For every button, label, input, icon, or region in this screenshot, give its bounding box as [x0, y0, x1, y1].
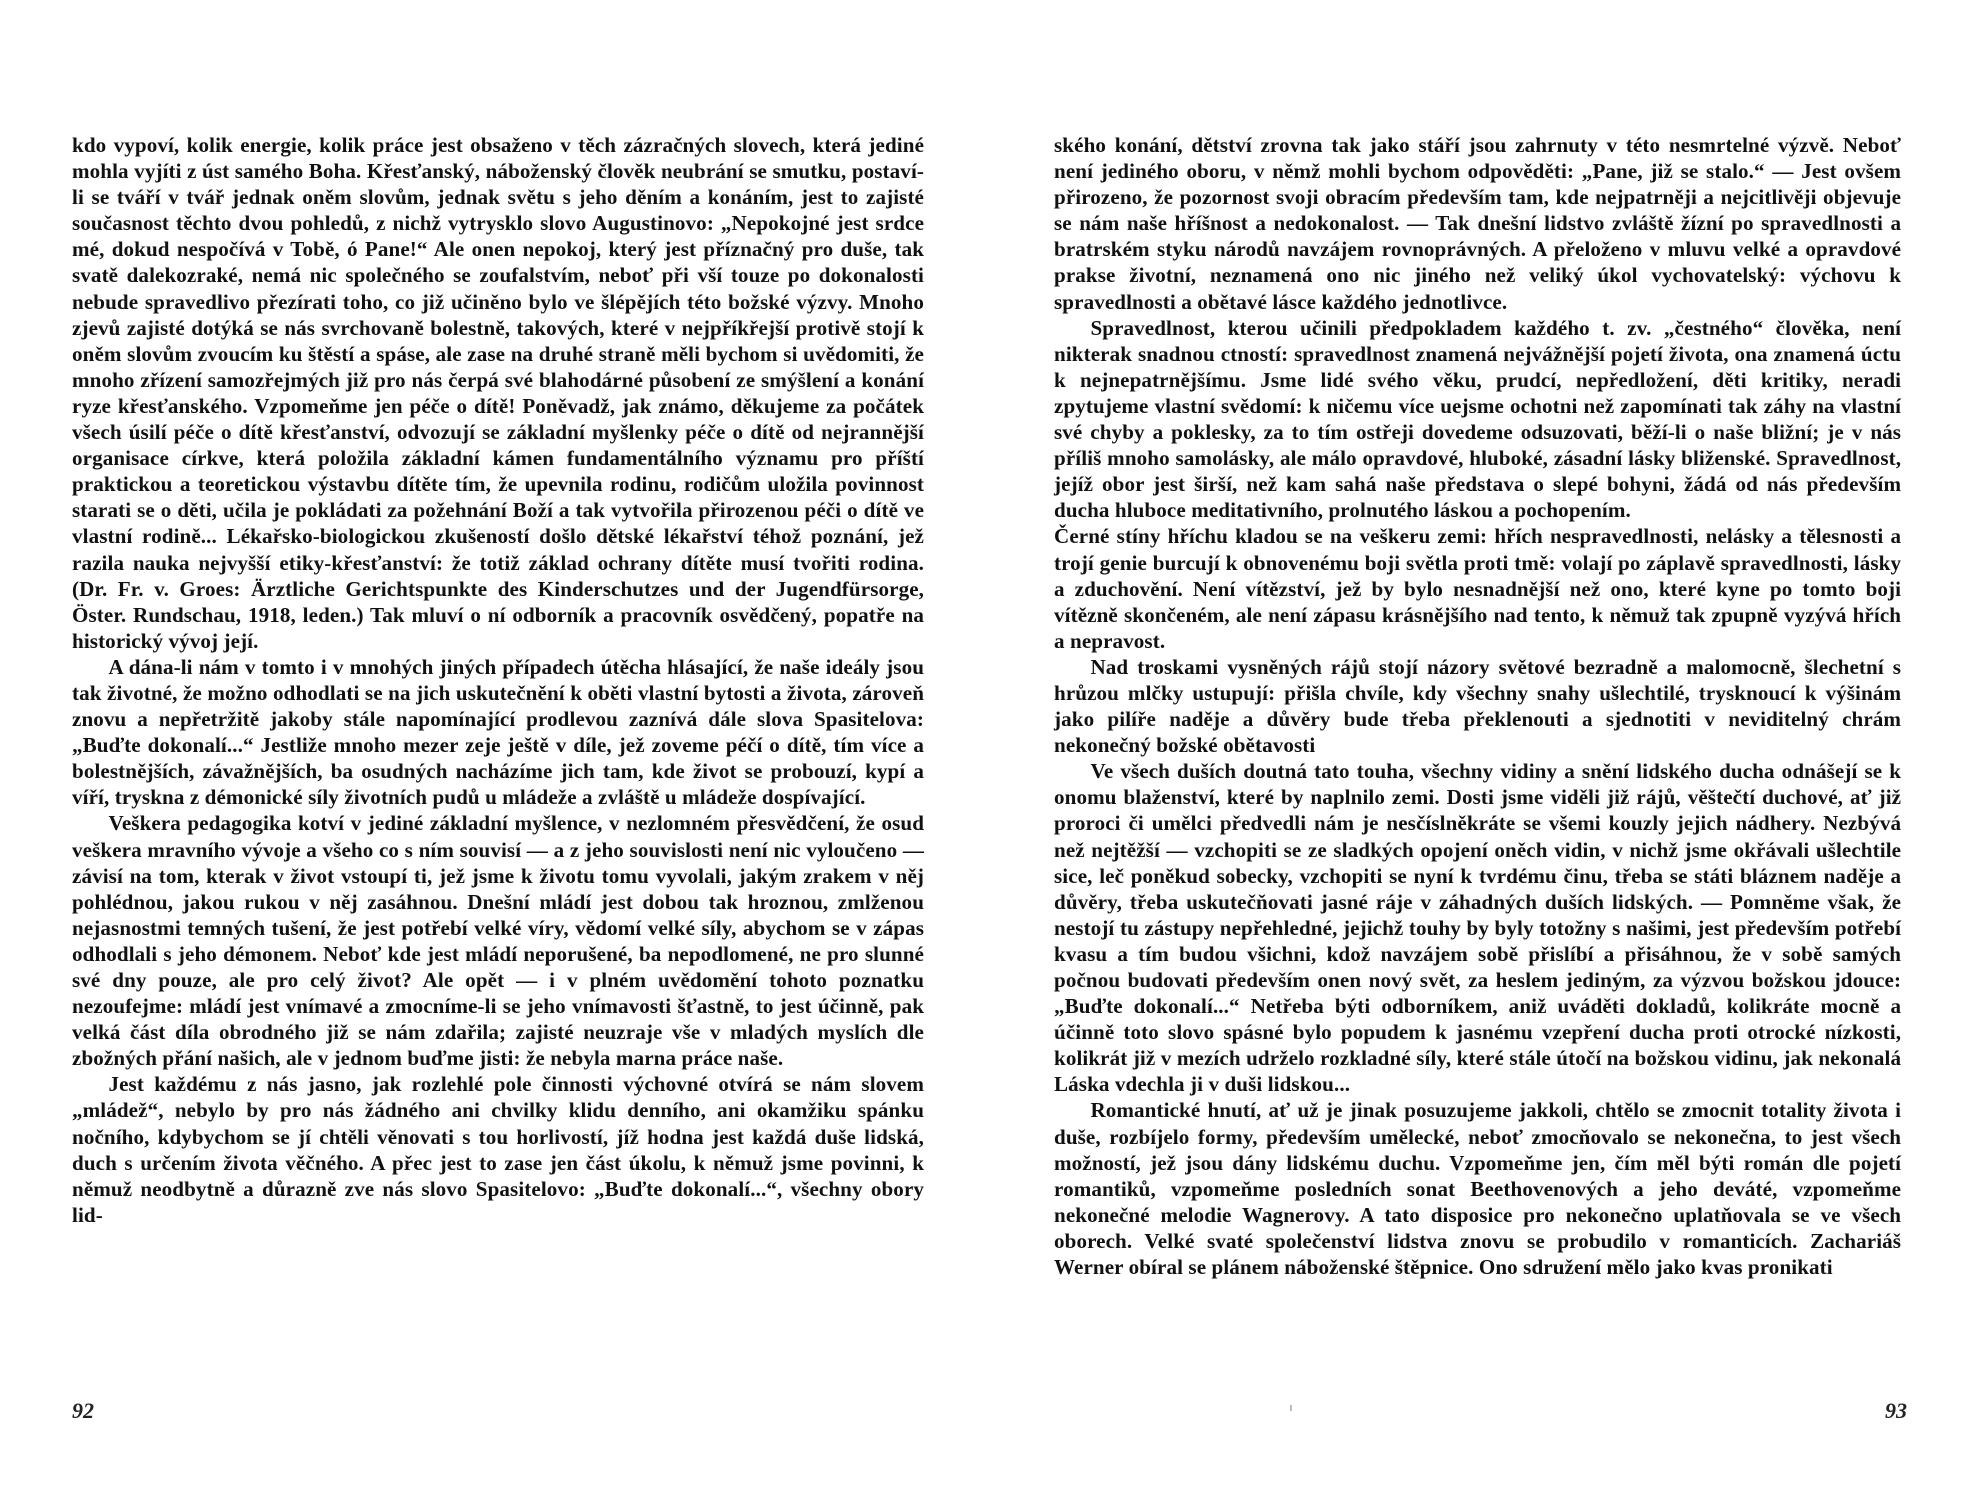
paragraph: Ve všech duších doutná tato touha, všechny vidiny a snění lidského ducha odnášejí se k onomu blaženství, které by naplnilo zemi. Dosti jsme viděli již rájů, věštečtí duchové, ať již proroci či umělci předvedli nám je nesčíslněkráte se všemi kouzly jejich nádhery. Nezbývá než nejtěžší — vzchopiti se ze sladkých opojení oněch vidin, v nichž jsme okřávali ušlechtile sice, leč poněkud sobecky, vzchopiti se nyní k tvrdému činu, třeba se státi bláznem naděje a důvěry, třeba uskutečňovati jasné ráje v záhadných duších lidských. — Pomněme však, že nestojí tu zástupy nepřehledné, jejichž touhy by byly totožny s našimi, jest především potřebí kvasu a tím budou všichni, kdož navzájem sobě přislíbí a přisáhnou, že v sobě samých počnou budovati především onen nový svět, za heslem jediným, za výzvou božskou jdouce: „Buďte dokonalí...“ Netřeba býti odborníkem, aniž uváděti dokladů, kolikráte mocně a účinně toto slovo spásné bylo popudem k jasnému vzepření ducha proti otrocké nízkosti, kolikrát již v mezích udrželo rozkladné síly, které stále útočí na božskou vidinu, jak nekonalá Láska vdechla ji v duši lidskou... — [1054, 759, 1902, 1097]
left-page-text — [72, 132, 924, 1228]
right-page — [1054, 132, 1914, 1280]
paragraph: ského konání, dětství zrovna tak jako stáří jsou zahrnuty v této nesmrtelné výzvě. Neboť není jediného oboru, v němž mohli bychom odpověděti: „Pane, již se stalo.“ — Jest ovšem přirozeno, že pozornost svoji obracím především tam, kde nejpatrněji a nejcitlivěji objevuje se nám naše hříšnost a nedokonalost. — Tak dnešní lidstvo zvláště žízní po spravedlnosti a bratrském styku národů navzájem rovnoprávných. A přeloženo v mluvu velké a opravdové prakse životní, neznamená ono nic jiného než veliký úkol vychovatelský: výchovu k spravedlnosti a obětavé lásce každého jednotlivce. — [1054, 133, 1902, 314]
paragraph: Nad troskami vysněných rájů stojí názory světové bezradně a malomocně, šlechetní s hrůzou mlčky ustupují: přišla chvíle, kdy všechny snahy ušlechtilé, trysknoucí k výšinám jako pilíře naděje a důvěry bude třeba překlenouti a sjednotiti v neviditelný chrám nekonečný božské obětavosti — [1054, 654, 1902, 758]
paragraph: Černé stíny hříchu kladou se na veškeru zemi: hřích nespravedlnosti, nelásky a tělesnosti a trojí genie burcují k obnovenému boji světla proti tmě: volají po záplavě spravedlnosti, lásky a zduchovění. Není vítězství, jež by bylo nesnadnější než ono, které kyne po tomto boji vítězně skončeném, ale není zápasu krásnějšího nad tento, k němuž tak zpupně vyzývá hřích a nepravost. — [1054, 524, 1902, 653]
paper-speck — [1290, 1405, 1292, 1411]
paragraph: Jest každému z nás jasno, jak rozlehlé pole činnosti výchovné otvírá se nám slovem „mládež“, nebylo by pro nás žádného ani chvilky klidu denního, ani okamžiku spánku nočního, kdybychom se jí chtěli věnovati s tou horlivostí, jíž hodna jest každá duše lidská, duch s určením života věčného. A přec jest to zase jen část úkolu, k němuž jsme povinni, k němuž neodbytně a důrazně zve nás slovo Spasitelovo: „Buďte dokonalí...“, všechny obory lid- — [72, 1072, 925, 1227]
paragraph: Veškera pedagogika kotví v jediné základní myšlence, v nezlomném přesvědčení, že osud veškera mravního vývoje a všeho co s ním souvisí — a z jeho souvislosti není nic vyloučeno — závisí na tom, kterak v život vstoupí ti, jež jsme k životu tomu vyvolali, jakým zrakem v něj pohlédnou, jakou rukou v něj zasáhnou. Dnešní mládí jest dobou tak hroznou, zmlženou nejasnostmi temných tušení, že jest potřebí velké víry, vědomí velké síly, abychom se v zápas odhodlali s jeho démonem. Neboť kde jest mládí neporušené, ba nepodlomené, ne pro slunné své dny pouze, ale pro celý život? Ale opět — i v plném uvědomění tohoto poznatku nezoufejme: mládí jest vnímavé a zmocníme-li se jeho vnímavosti šťastně, to jest účinně, pak velká část díla obrodného již se nám zdařila; zajisté neuzraje vše v mladých myslích dle zbožných přání našich, ale v jednom buďme jisti: že nebyla marna práce naše. — [72, 811, 925, 1071]
page-number-left: 92 — [72, 1398, 94, 1423]
paragraph: Romantické hnutí, ať už je jinak posuzujeme jakkoli, chtělo se zmocnit totality života i duše, rozbíjelo formy, především umělecké, neboť zmocňovalo se nekonečna, to jest všech možností, jež jsou dány lidskému duchu. Vzpomeňme jen, čím měl býti román dle pojetí romantiků, vzpomeňme posledních sonat Beethovenových a jeho deváté, vzpomeňme nekonečné melodie Wagnerovy. A tato disposice pro nekonečno uplatňovala se ve všech oborech. Velké svaté společenství lidstva znovu se probudilo v romanticích. Zachariáš Werner obíral se plánem náboženské štěpnice. Ono sdružení mělo jako kvas pronikati — [1054, 1098, 1902, 1280]
page-number-right: 93 — [1885, 1398, 1907, 1423]
paragraph: kdo vypoví, kolik energie, kolik práce jest obsaženo v těch zázračných slovech, která jediné mohla vyjíti z úst samého Boha. Křesťanský, náboženský člověk neubrání se smutku, postaví-li se tváří v tvář jednak oněm slovům, jednak světu s jeho děním a konáním, jest to zajisté současnost těchto dvou pohledů, z nichž vytrysklo slovo Augustinovo: „Nepokojné jest srdce mé, dokud nespočívá v Tobě, ó Pane!“ Ale onen nepokoj, který jest příznačný pro duše, tak svatě dalekozraké, nemá nic společného se zoufalstvím, neboť při vší touze po dokonalosti nebude spravedlivo přezírati toho, co již učiněno bylo ve šlépějích této božské výzvy. Mnoho zjevů zajisté dotýká se nás svrchovaně bolestně, takových, které v nejpříkřejší protivě stojí k oněm slovům zvoucím ku štěstí a spáse, ale zase na druhé straně měli bychom si uvědomiti, že mnoho zřízení samozřejmých již pro nás čerpá své blahodárné působení ze smýšlení a konání ryze křesťanského. Vzpomeňme jen péče o dítě! Poněvadž, jak známo, děkujeme za počátek všech úsilí péče o dítě křesťanství, odvozují se základní myšlenky péče o dítě od nejrannější organisace církve, která položila základní kámen fundamentálního významu pro příští praktickou a teoretickou výstavbu dítěte tím, že upevnila rodinu, rodičům uložila povinnost starati se o děti, učila je pokládati za požehnání Boží a tak vytvořila přirozenou péči o dítě ve vlastní rodině... Lékařsko-biologickou zkušeností došlo dětské lékařství téhož poznání, jež razila nauka nejvyšší etiky-křesťanství: že totiž základ ochrany dítěte musí tvořiti rodina. (Dr. Fr. v. Groes: Ärztliche Gerichtspunkte des Kinderschutzes und der Jugendfürsorge, Öster. Rundschau, 1918, leden.) Tak mluví o ní odborník a pracovník osvědčený, popatře na historický vývoj její. — [72, 133, 925, 653]
right-page-text — [1054, 132, 1901, 1280]
paragraph: Spravedlnost, kterou učinili předpokladem každého t. zv. „čestného“ člověka, není nikterak snadnou ctností: spravedlnost znamená nejvážnější pojetí života, ona znamená úctu k nejnepatrnějšímu. Jsme lidé svého věku, prudcí, nepředložení, děti kritiky, neradi zpytujeme vlastní svědomí: k ničemu více uejsme ochotni než zapomínati tak záhy na vlastní své chyby a poklesky, za to tím ostřeji dovedeme odsuzovati, běží-li o naše bližní; je v nás příliš mnoho samolásky, ale málo opravdové, hluboké, zásadní lásky bliženské. Spravedlnost, jejíž obor jest širší, než kam sahá naše představa o slepé bohyni, žádá od nás především ducha hluboce meditativního, prolnutého láskou a pochopením. — [1054, 315, 1902, 523]
left-page — [72, 132, 937, 1228]
paragraph: A dána-li nám v tomto i v mnohých jiných případech útěcha hlásající, že naše ideály jsou tak životné, že možno odhodlati se na jich uskutečnění k oběti vlastní bytosti a života, zároveň znovu a nepřetržitě jakoby stále napomínající prodlevou zaznívá dále slova Spasitelova: „Buďte dokonalí...“ Jestliže mnoho mezer zeje ještě v díle, jež zoveme péčí o dítě, tím více a bolestnějších, závažnějších, ba osudných nacházíme jich tam, kde život se probouzí, kypí a víří, tryskna z démonické síly životních pudů u mládeže a zvláště u mládeže dospívající. — [72, 654, 925, 810]
